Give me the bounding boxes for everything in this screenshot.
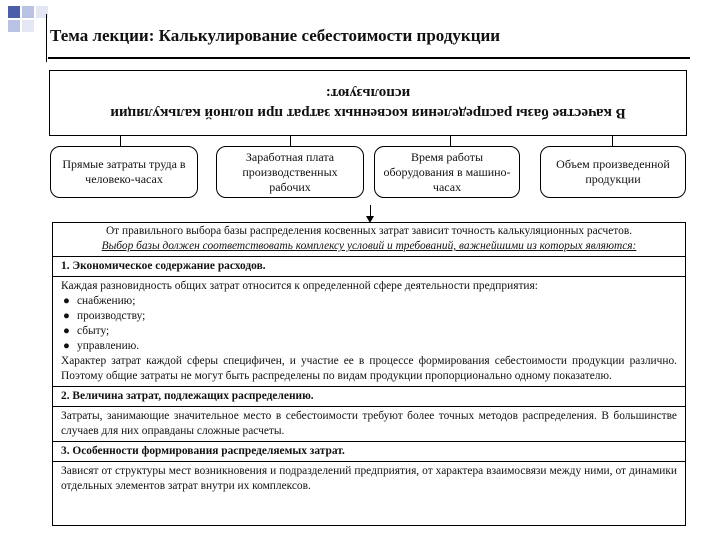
connector-line: [450, 136, 451, 146]
banner-line-2: используют:: [325, 85, 411, 101]
base-box-labor-hours: [50, 146, 198, 198]
panel-divider: [53, 256, 685, 257]
banner-box: [49, 70, 687, 136]
connector-line: [612, 136, 613, 146]
title-underline: [48, 57, 690, 59]
panel-divider: [53, 461, 685, 462]
bullet-icon: ●: [63, 340, 70, 352]
box-label: Заработная плата производственных рабочих: [242, 149, 338, 194]
title-vertical-rule: [46, 14, 47, 62]
bullet-item: [61, 339, 677, 354]
bullet-text: сбыту;: [77, 325, 110, 337]
banner-line-1: В качестве базы распределения косвенных затрат при полной калькуляции: [110, 105, 626, 121]
heading-3: 3. Особенности формирования распределяемых затрат.: [61, 445, 345, 457]
paragraph-1b: Характер затрат каждой сферы специфичен, и участие ее в процессе формирования себестоимости продукции различно. Поэтому общие затраты не могут быть распределены по видам продукции пропорционально одному показателю.: [61, 355, 677, 382]
page-title: Тема лекции: Калькулирование себестоимости продукции: [50, 26, 501, 45]
panel-intro: От правильного выбора базы распределения косвенных затрат зависит точность калькуляционных расчетов.: [105, 225, 633, 237]
connector-line: [120, 136, 121, 146]
paragraph-1: Каждая разновидность общих затрат относится к определенной сфере деятельности предприятия:: [61, 280, 538, 292]
bullet-item: [61, 294, 677, 309]
bullet-icon: ●: [63, 295, 70, 307]
paragraph-3: Зависят от структуры мест возникновения и подразделений предприятия, от характера взаимосвязи между ними, от динамики отдельных элементов затрат внутри их комплексов.: [61, 465, 677, 492]
base-box-wages: [216, 146, 364, 198]
banner-text-rotated: [50, 71, 686, 135]
bullet-text: снабжению;: [77, 295, 136, 307]
panel-divider: [53, 386, 685, 387]
box-label: Объем произведенной продукции: [556, 157, 670, 186]
bullet-text: управлению.: [77, 340, 140, 352]
bullet-icon: ●: [63, 310, 70, 322]
panel-intro-italic: Выбор базы должен соответствовать комплексу условий и требований, важнейшими из которых являются:: [101, 240, 637, 252]
panel-divider: [53, 276, 685, 277]
heading-2: 2. Величина затрат, подлежащих распределению.: [61, 390, 314, 402]
bullet-text: производству;: [77, 310, 146, 322]
panel-divider: [53, 406, 685, 407]
bullet-item: [61, 324, 677, 339]
explanation-panel: [52, 222, 686, 526]
box-label: Прямые затраты труда в человеко-часах: [62, 157, 186, 186]
base-box-output-volume: [540, 146, 686, 198]
bullet-item: [61, 309, 677, 324]
connector-line: [290, 136, 291, 146]
panel-divider: [53, 441, 685, 442]
heading-1: 1. Экономическое содержание расходов.: [61, 260, 266, 272]
box-label: Время работы оборудования в машино-часах: [383, 149, 511, 194]
base-box-machine-hours: [374, 146, 520, 198]
paragraph-2: Затраты, занимающие значительное место в себестоимости требуют более точных методов распределения. В большинстве случаев для них оправданы сложные расчеты.: [61, 410, 677, 437]
bullet-icon: ●: [63, 325, 70, 337]
